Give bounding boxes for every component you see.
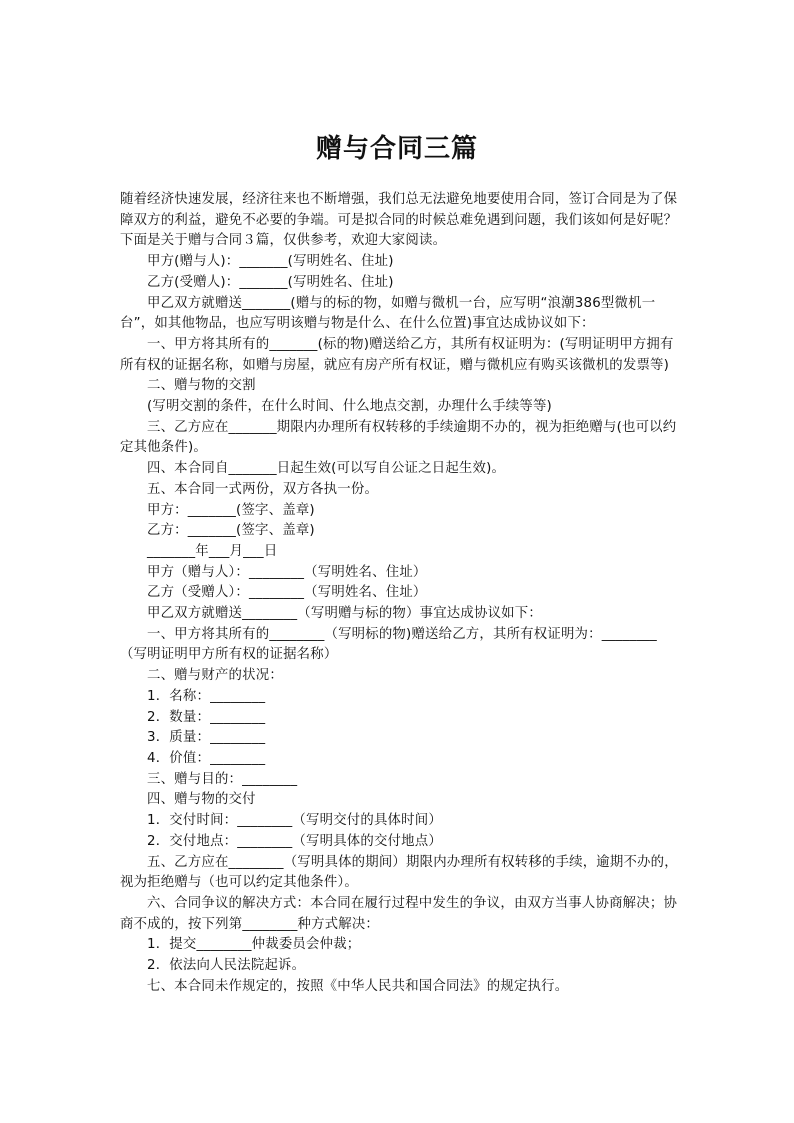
- paragraph: 甲方（赠与人）：________（写明姓名、住址）: [147, 564, 427, 580]
- paragraph: _______年___月___日: [147, 543, 278, 559]
- paragraph: 四、本合同自_______日起生效(可以写自公证之日起生效)。: [147, 461, 506, 477]
- paragraph: 2．交付地点：________（写明具体的交付地点）: [147, 833, 442, 849]
- paragraph: 二、赠与财产的状况：: [147, 668, 283, 684]
- paragraph: 随着经济快速发展，经济往来也不断增强，我们总无法避免地要使用合同，签订合同是为了保障双方的利益，避免不必要的争端。可是拟合同的时候总难免遇到问题，我们该如何是好呢？下面是关于赠与合同３篇，仅供参考，欢迎大家阅读。: [120, 192, 678, 249]
- paragraph: 三、赠与目的：________: [147, 771, 298, 787]
- paragraph: 二、赠与物的交割: [147, 378, 256, 394]
- paragraph: 4．价值：________: [147, 750, 266, 766]
- document-title: 赠与合同三篇: [315, 134, 478, 164]
- paragraph: 五、乙方应在________（写明具体的期间）期限内办理所有权转移的手续，逾期不办的，视为拒绝赠与（也可以约定其他条件）。: [120, 854, 678, 891]
- paragraph: 一、甲方将其所有的_______(标的物)赠送给乙方，其所有权证明为：(写明证明甲方拥有所有权的证据名称，如赠与房屋，就应有房产所有权证，赠与微机应有购买该微机的发票等): [120, 336, 674, 373]
- paragraph: 五、本合同一式两份，双方各执一份。: [147, 481, 379, 497]
- paragraph: 乙方：_______(签字、盖章): [147, 523, 315, 539]
- paragraph: 甲方：_______(签字、盖章): [147, 502, 315, 518]
- paragraph: 甲乙双方就赠送_______(赠与的标的物，如赠与微机一台，应写明“浪潮386型微机一台”，如其他物品，也应写明该赠与物是什么、在什么位置)事宜达成协议如下：: [120, 295, 656, 332]
- paragraph: 六、合同争议的解决方式：本合同在履行过程中发生的争议，由双方当事人协商解决；协商不成的，按下列第________种方式解决：: [120, 895, 678, 932]
- paragraph: 三、乙方应在_______期限内办理所有权转移的手续逾期不办的，视为拒绝赠与(也可以约定其他条件)。: [120, 419, 677, 456]
- paragraph: 1．交付时间：________（写明交付的具体时间）: [147, 813, 442, 829]
- paragraph: 七、本合同未作规定的，按照《中华人民共和国合同法》的规定执行。: [147, 978, 569, 994]
- paragraph: 乙方（受赠人）：________（写明姓名、住址）: [147, 585, 427, 601]
- paragraph: 2．数量：________: [147, 709, 266, 725]
- paragraph: 一、甲方将其所有的________（写明标的物)赠送给乙方，其所有权证明为：________（写明证明甲方所有权的证据名称）: [120, 626, 657, 663]
- paragraph: 甲乙双方就赠送________（写明赠与标的物）事宜达成协议如下：: [147, 606, 542, 622]
- paragraph: 1．提交________仲裁委员会仲裁；: [147, 937, 361, 953]
- document-body: [120, 190, 680, 997]
- paragraph: 3．质量：________: [147, 730, 266, 746]
- paragraph: 2．依法向人民法院起诉。: [147, 958, 306, 974]
- paragraph: 甲方(赠与人)：_______(写明姓名、住址): [147, 254, 394, 270]
- paragraph: 1．名称：________: [147, 688, 266, 704]
- paragraph: (写明交割的条件，在什么时间、什么地点交割，办理什么手续等等): [147, 399, 552, 415]
- paragraph: 乙方(受赠人)：_______(写明姓名、住址): [147, 274, 394, 290]
- paragraph: 四、赠与物的交付: [147, 792, 256, 808]
